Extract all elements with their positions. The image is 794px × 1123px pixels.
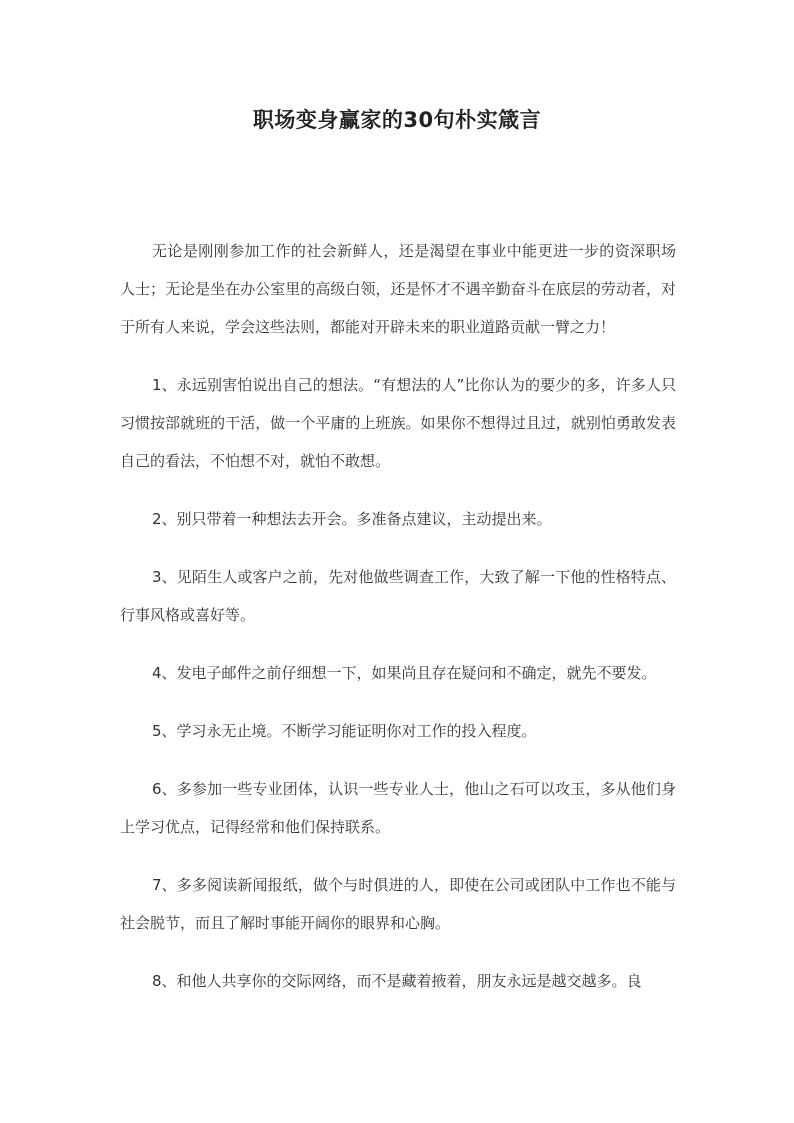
paragraph-4: 4、发电子邮件之前仔细想一下，如果尚且存在疑问和不确定，就先不要发。 bbox=[152, 664, 657, 682]
document-title: 职场变身赢家的30句朴实箴言 bbox=[252, 108, 542, 132]
paragraph-7: 7、多多阅读新闻报纸，做个与时俱进的人，即使在公司或团队中工作也不能与社会脱节，而且了解时事能开阔你的眼界和心胸。 bbox=[120, 876, 676, 932]
paragraph-8: 8、和他人共享你的交际网络，而不是藏着掖着，朋友永远是越交越多。良 bbox=[152, 972, 642, 990]
intro-paragraph: 无论是刚刚参加工作的社会新鲜人，还是渴望在事业中能更进一步的资深职场人士；无论是坐在办公室里的高级白领，还是怀才不遇辛勤奋斗在底层的劳动者，对于所有人来说，学会这些法则，都能对开辟未来的职业道路贡献一臂之力！ bbox=[120, 242, 676, 336]
paragraph-5: 5、学习永无止境。不断学习能证明你对工作的投入程度。 bbox=[152, 722, 537, 740]
paragraph-2: 2、别只带着一种想法去开会。多准备点建议，主动提出来。 bbox=[152, 510, 552, 528]
paragraph-6: 6、多参加一些专业团体，认识一些专业人士，他山之石可以攻玉，多从他们身上学习优点，记得经常和他们保持联系。 bbox=[120, 780, 676, 836]
paragraph-1: 1、永远别害怕说出自己的想法。“有想法的人”比你认为的要少的多，许多人只习惯按部就班的干活，做一个平庸的上班族。如果你不想得过且过，就别怕勇敢发表自己的看法，不怕想不对，就怕不敢想。 bbox=[120, 376, 676, 470]
paragraph-3: 3、见陌生人或客户之前，先对他做些调查工作，大致了解一下他的性格特点、行事风格或喜好等。 bbox=[120, 568, 676, 624]
document-body bbox=[120, 232, 676, 1000]
